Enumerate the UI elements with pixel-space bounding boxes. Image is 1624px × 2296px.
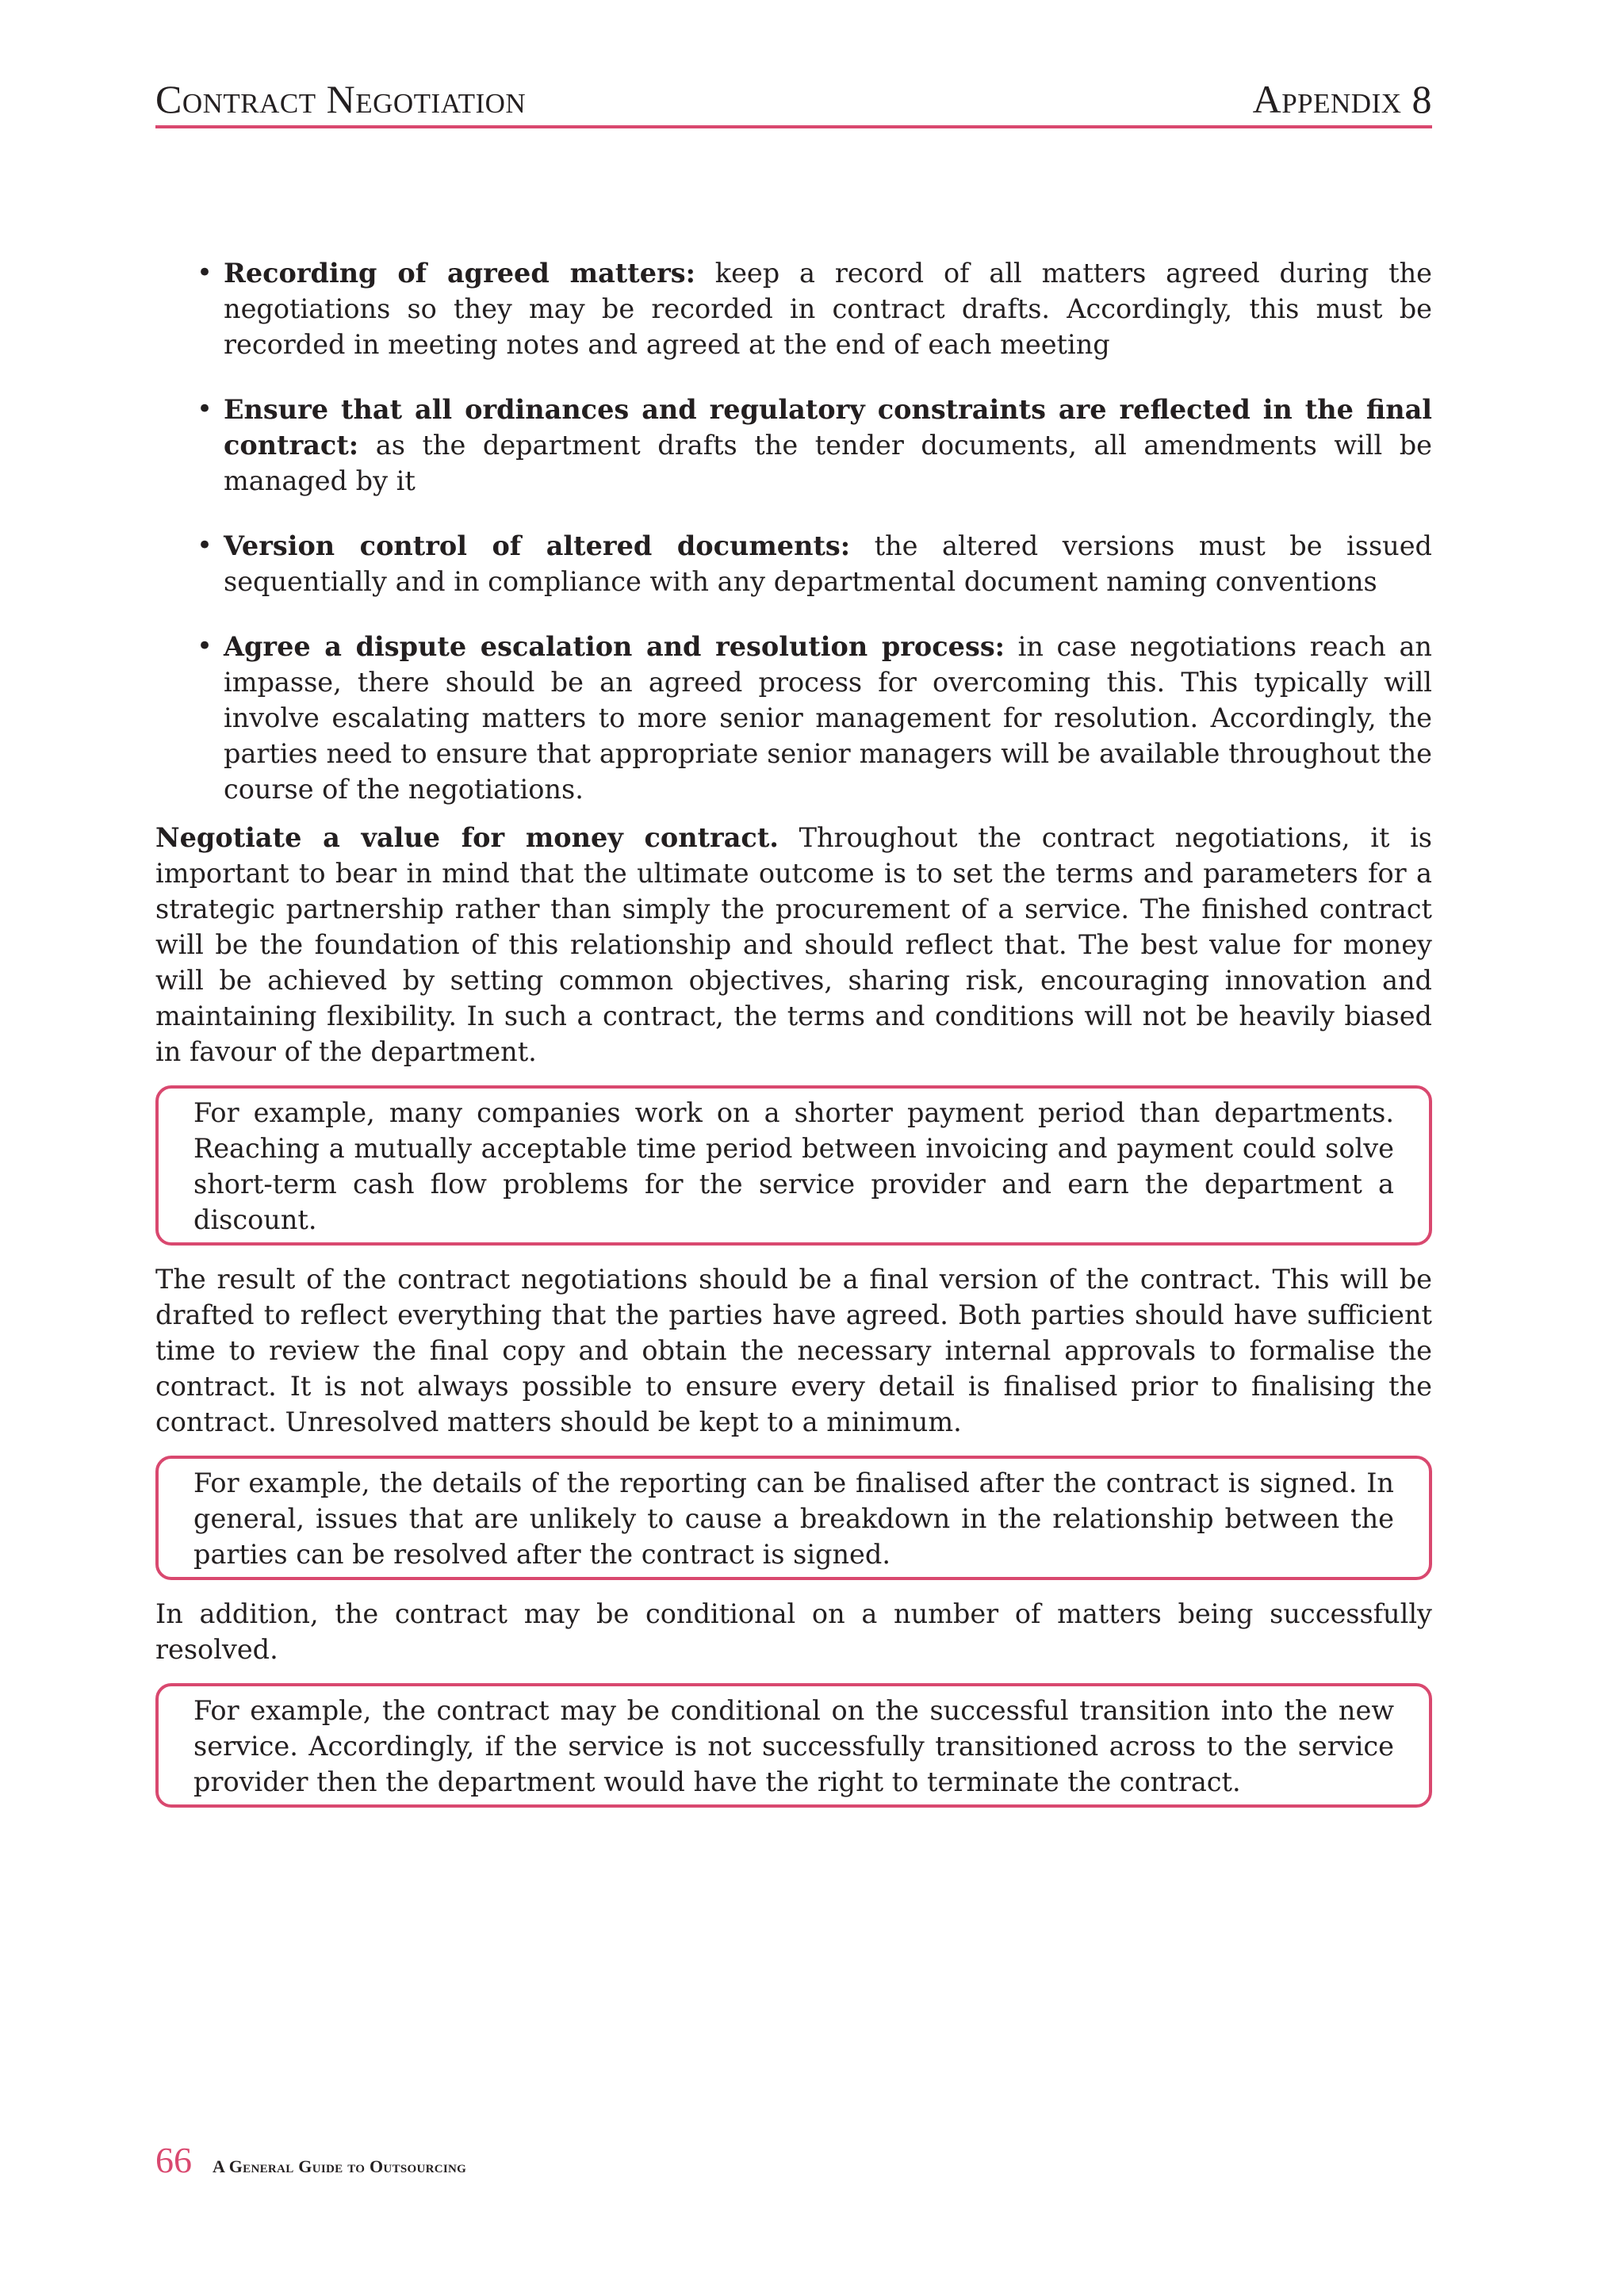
bullet-text: keep a record of all matters agreed during the negotiations so they may be recorded in contract drafts. Accordingly, this must be recorded in meeting notes and agreed at the end of each meeting: [224, 258, 1432, 360]
bullet-text: as the department drafts the tender documents, all amendments will be managed by it: [224, 430, 1432, 496]
bullet-heading: Agree a dispute escalation and resolution process:: [224, 631, 1005, 662]
page-footer: [155, 2139, 466, 2181]
book-title: A General Guide to Outsourcing: [213, 2156, 467, 2176]
example-box-payment: [155, 1085, 1432, 1246]
bullet-text: the altered versions must be issued sequentially and in compliance with any departmental document naming conventions: [224, 530, 1432, 597]
bullet-text: in case negotiations reach an impasse, there should be an agreed process for overcoming this. This typically will involve escalating matters to more senior management for resolution. Accordingly, the parties need to ensure that appropriate senior managers will be available throughout the course of the negotiations.: [224, 631, 1432, 805]
paragraph-heading: Negotiate a value for money contract.: [155, 822, 779, 853]
bullet-item: [155, 255, 1432, 362]
bullet-item: [155, 392, 1432, 499]
value-for-money-paragraph: [155, 820, 1432, 1070]
bullet-heading: Ensure that all ordinances and regulatory constraints are reflected in the final contract:: [224, 394, 1432, 461]
page-content: [155, 255, 1432, 1823]
bullet-item: [155, 528, 1432, 599]
bullet-icon: •: [197, 630, 213, 662]
result-paragraph: The result of the contract negotiations should be a final version of the contract. This will be drafted to reflect everything that the parties have agreed. Both parties should have sufficient time to review the final copy and obtain the necessary internal approvals to formalise the contract. It is not always possible to ensure every detail is finalised prior to finalising the contract. Unresolved matters should be kept to a minimum.: [155, 1264, 1432, 1437]
page-number: 66: [155, 2140, 192, 2180]
addition-paragraph: In addition, the contract may be conditional on a number of matters being successfully resolved.: [155, 1598, 1432, 1665]
bullet-icon: •: [197, 393, 213, 425]
example-text: For example, the contract may be conditional on the successful transition into the new service. Accordingly, if the service is not successfully transitioned across to the service provider then the department would have the right to terminate the contract.: [193, 1695, 1394, 1797]
example-text: For example, many companies work on a shorter payment period than departments. Reaching a mutually acceptable time period between invoicing and payment could solve short-term cash flow problems for the service provider and earn the department a discount.: [193, 1097, 1394, 1235]
paragraph-text: Throughout the contract negotiations, it is important to bear in mind that the ultimate outcome is to set the terms and parameters for a strategic partnership rather than simply the procurement of a service. The finished contract will be the foundation of this relationship and should reflect that. The best value for money will be achieved by setting common objectives, sharing risk, encouraging innovation and maintaining flexibility. In such a contract, the terms and conditions will not be heavily biased in favour of the department.: [155, 822, 1433, 1067]
bullet-item: [155, 629, 1432, 807]
bullet-icon: •: [197, 530, 213, 561]
bullet-icon: •: [197, 257, 213, 289]
page-header: [155, 76, 1432, 128]
appendix-label: Appendix 8: [1252, 77, 1432, 121]
bullet-heading: Version control of altered documents:: [224, 530, 851, 561]
example-text: For example, the details of the reporting can be finalised after the contract is signed. In general, issues that are unlikely to cause a breakdown in the relationship between the parties can be resolved after the contract is signed.: [193, 1468, 1394, 1570]
chapter-title: Contract Negotiation: [155, 77, 527, 121]
example-box-reporting: [155, 1456, 1432, 1580]
bullet-list: [155, 255, 1432, 807]
example-box-transition: [155, 1683, 1432, 1808]
bullet-heading: Recording of agreed matters:: [224, 258, 695, 289]
